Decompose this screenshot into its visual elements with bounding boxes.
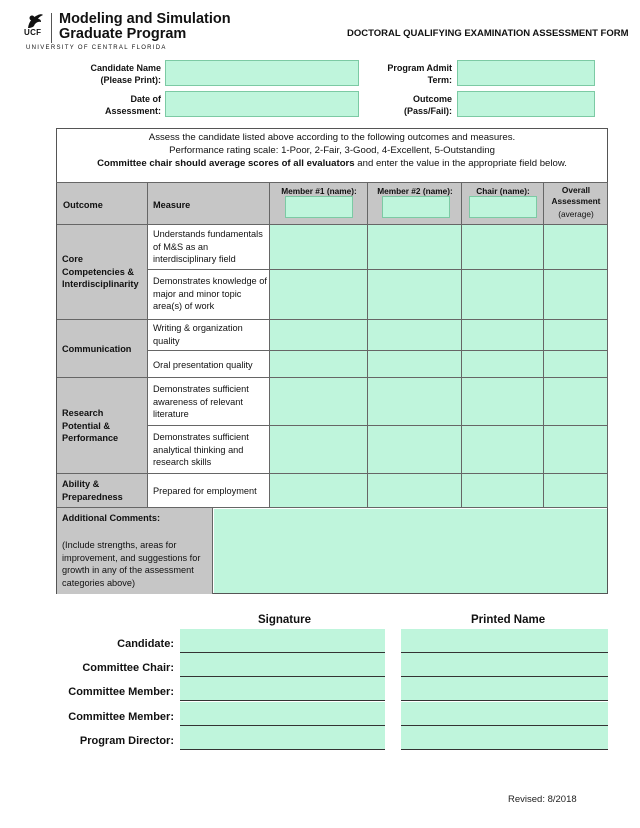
- candidate-signature-field[interactable]: [180, 629, 385, 653]
- chair-printed-name-field[interactable]: [401, 653, 608, 677]
- overall-score-cell[interactable]: [544, 270, 608, 320]
- score-cell[interactable]: [270, 351, 368, 378]
- score-cell[interactable]: [270, 426, 368, 474]
- score-cell[interactable]: [368, 351, 462, 378]
- score-cell[interactable]: [270, 320, 368, 351]
- form-title: DOCTORAL QUALIFYING EXAMINATION ASSESSMENT FORM: [347, 28, 629, 39]
- member2-signature-field[interactable]: [180, 702, 385, 726]
- score-cell[interactable]: [368, 426, 462, 474]
- score-cell[interactable]: [462, 474, 544, 508]
- sig-label-member2: Committee Member:: [68, 711, 174, 723]
- revision-date: Revised: 8/2018: [508, 794, 577, 805]
- chair-signature-field[interactable]: [180, 653, 385, 677]
- instructions-line3: [56, 157, 608, 170]
- outcome-research: Research Potential & Performance: [62, 408, 119, 444]
- program-admit-field[interactable]: [457, 60, 595, 86]
- outcome-field[interactable]: [457, 91, 595, 117]
- overall-score-cell[interactable]: [544, 378, 608, 426]
- header-member1: Member #1 (name):: [281, 186, 357, 196]
- comments-title: Additional Comments:: [62, 513, 160, 523]
- program-admit-label: Program Admit Term:: [387, 63, 452, 85]
- logo-divider: [51, 13, 52, 43]
- logo-abbrev: UCF: [24, 28, 42, 37]
- instructions: [56, 131, 608, 170]
- outcome-ability: Ability & Preparedness: [62, 479, 123, 502]
- score-cell[interactable]: [368, 270, 462, 320]
- score-cell[interactable]: [270, 225, 368, 270]
- measure-text: Demonstrates knowledge of major and minor topic area(s) of work: [153, 276, 267, 312]
- overall-score-cell[interactable]: [544, 351, 608, 378]
- comments-field[interactable]: [214, 509, 607, 593]
- score-cell[interactable]: [270, 474, 368, 508]
- outcome-label: Outcome (Pass/Fail):: [403, 94, 452, 116]
- director-printed-name-field[interactable]: [401, 726, 608, 750]
- overall-score-cell[interactable]: [544, 225, 608, 270]
- overall-score-cell[interactable]: [544, 474, 608, 508]
- header-measure: Measure: [153, 200, 191, 210]
- outcome-communication: Communication: [62, 344, 132, 354]
- score-cell[interactable]: [462, 351, 544, 378]
- score-cell[interactable]: [462, 270, 544, 320]
- score-cell[interactable]: [368, 378, 462, 426]
- comments-hint: (Include strengths, areas for improvement, and suggestions for growth in any of the assessment categories above): [62, 540, 201, 588]
- header-outcome: Outcome: [63, 200, 103, 210]
- score-cell[interactable]: [462, 426, 544, 474]
- member2-printed-name-field[interactable]: [401, 702, 608, 726]
- date-assessment-label: Date of Assessment:: [104, 94, 161, 116]
- measure-text: Understands fundamentals of M&S as an interdisciplinary field: [153, 229, 263, 265]
- instructions-line3-rest: and enter the value in the appropriate field below.: [354, 158, 567, 169]
- member1-signature-field[interactable]: [180, 677, 385, 701]
- member1-printed-name-field[interactable]: [401, 677, 608, 701]
- member1-name-field[interactable]: [285, 196, 353, 218]
- measure-text: Demonstrates sufficient awareness of relevant literature: [153, 384, 249, 420]
- header-chair: Chair (name):: [476, 186, 530, 196]
- sig-label-member1: Committee Member:: [68, 686, 174, 698]
- measure-text: Oral presentation quality: [153, 360, 253, 370]
- score-cell[interactable]: [462, 378, 544, 426]
- sig-label-candidate: Candidate:: [117, 638, 174, 650]
- sig-label-chair: Committee Chair:: [82, 662, 174, 674]
- instructions-line2: Performance rating scale: 1-Poor, 2-Fair, 3-Good, 4-Excellent, 5-Outstanding: [169, 145, 495, 156]
- measure-text: Demonstrates sufficient analytical thinking and research skills: [153, 432, 249, 468]
- score-cell[interactable]: [462, 320, 544, 351]
- header-overall-sub: (average): [558, 209, 594, 219]
- program-name-line2: Graduate Program: [59, 26, 187, 42]
- score-cell[interactable]: [368, 225, 462, 270]
- overall-score-cell[interactable]: [544, 426, 608, 474]
- outcome-core: Core Competencies & Interdisciplinarity: [62, 254, 139, 290]
- instructions-line1: Assess the candidate listed above according to the following outcomes and measures.: [148, 132, 516, 143]
- sig-label-director: Program Director:: [79, 735, 174, 747]
- measure-text: Writing & organization quality: [153, 323, 243, 346]
- director-signature-field[interactable]: [180, 726, 385, 750]
- header-member2: Member #2 (name):: [377, 186, 453, 196]
- score-cell[interactable]: [270, 378, 368, 426]
- score-cell[interactable]: [462, 225, 544, 270]
- candidate-name-label: Candidate Name (Please Print):: [90, 63, 161, 85]
- program-name-line1: Modeling and Simulation: [59, 11, 231, 27]
- score-cell[interactable]: [270, 270, 368, 320]
- score-cell[interactable]: [368, 474, 462, 508]
- university-name: UNIVERSITY OF CENTRAL FLORIDA: [26, 45, 167, 51]
- member2-name-field[interactable]: [382, 196, 450, 218]
- header-overall: Overall Assessment: [551, 185, 601, 206]
- score-cell[interactable]: [368, 320, 462, 351]
- overall-score-cell[interactable]: [544, 320, 608, 351]
- measure-text: Prepared for employment: [153, 486, 257, 496]
- chair-name-field[interactable]: [469, 196, 537, 218]
- candidate-printed-name-field[interactable]: [401, 629, 608, 653]
- signature-column-header: Signature: [258, 614, 312, 626]
- printed-name-column-header: Printed Name: [471, 614, 546, 626]
- instructions-line3-bold: Committee chair should average scores of all evaluators: [97, 158, 355, 169]
